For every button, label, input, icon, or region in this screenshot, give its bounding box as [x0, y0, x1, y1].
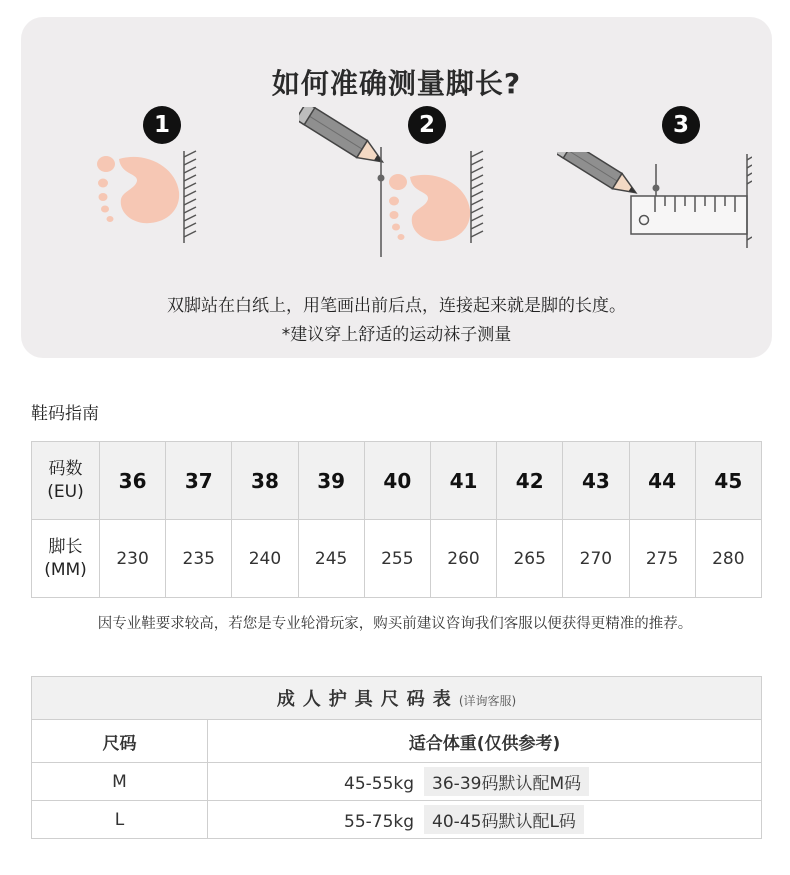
length-cell: 255 — [364, 520, 430, 598]
gear-weight-value: 55-75kg — [344, 812, 415, 832]
size-cell: 41 — [430, 442, 496, 520]
length-cell: 245 — [298, 520, 364, 598]
gear-title-text: 成人护具尺码表 — [276, 689, 459, 710]
measure-note: *建议穿上舒适的运动袜子测量 — [281, 325, 512, 345]
size-row-label-line1: 码数 — [48, 458, 83, 479]
gear-subtitle: (详询客服) — [458, 694, 517, 708]
foot-icon — [389, 174, 470, 241]
size-cell: 40 — [364, 442, 430, 520]
size-guide-title: 鞋码指南 — [31, 404, 99, 424]
size-cell: 37 — [166, 442, 232, 520]
gear-weight-header: 适合体重(仅供参考) — [208, 720, 762, 763]
wall-icon — [471, 151, 483, 243]
length-cell: 235 — [166, 520, 232, 598]
foot-against-wall-illustration — [91, 147, 201, 247]
gear-size-header: 尺码 — [32, 720, 208, 763]
step-number-2: 2 — [408, 106, 446, 144]
length-cell: 230 — [100, 520, 166, 598]
gear-weight-value: 45-55kg — [344, 774, 415, 794]
measure-instructions-panel — [21, 17, 772, 358]
gear-size-cell: L — [32, 801, 208, 839]
pencil-icon — [299, 107, 388, 170]
size-row-label-line2: (EU) — [47, 481, 84, 502]
table-row — [32, 720, 762, 763]
size-cell: 42 — [497, 442, 563, 520]
length-row-label-line1: 脚长 — [48, 536, 83, 557]
pencil-marking-foot-illustration — [299, 107, 489, 257]
table-row — [32, 763, 762, 801]
step-number-1: 1 — [143, 106, 181, 144]
size-row-label — [32, 442, 100, 520]
size-cell: 44 — [629, 442, 695, 520]
length-cell: 240 — [232, 520, 298, 598]
pencil-icon — [557, 152, 641, 200]
measure-description: 双脚站在白纸上，用笔画出前后点，连接起来就是脚的长度。 — [167, 296, 626, 316]
gear-weight-cell — [208, 801, 762, 839]
length-cell: 270 — [563, 520, 629, 598]
size-cell: 39 — [298, 442, 364, 520]
gear-default-badge: 36-39码默认配M码 — [424, 767, 589, 796]
size-cell: 45 — [695, 442, 761, 520]
table-row — [32, 677, 762, 720]
foot-icon — [97, 156, 179, 223]
gear-table-title — [32, 677, 762, 720]
size-cell: 43 — [563, 442, 629, 520]
length-cell: 275 — [629, 520, 695, 598]
size-cell: 38 — [232, 442, 298, 520]
size-guide-note: 因专业鞋要求较高，若您是专业轮滑玩家，购买前建议咨询我们客服以便获得更精准的推荐。 — [97, 616, 693, 632]
table-row — [32, 801, 762, 839]
ruler-icon — [631, 196, 747, 234]
protective-gear-size-table — [31, 676, 762, 839]
length-cell: 265 — [497, 520, 563, 598]
gear-default-badge: 40-45码默认配L码 — [424, 805, 584, 834]
wall-icon — [747, 154, 752, 248]
gear-weight-cell — [208, 763, 762, 801]
table-row — [32, 520, 762, 598]
gear-size-cell: M — [32, 763, 208, 801]
step-number-3: 3 — [662, 106, 700, 144]
panel-title: 如何准确测量脚长? — [271, 67, 522, 100]
ruler-measuring-illustration — [557, 152, 752, 252]
length-cell: 260 — [430, 520, 496, 598]
length-row-label-line2: (MM) — [44, 559, 87, 580]
shoe-size-table — [31, 441, 762, 598]
table-row — [32, 442, 762, 520]
length-cell: 280 — [695, 520, 761, 598]
size-cell: 36 — [100, 442, 166, 520]
wall-icon — [184, 151, 196, 243]
length-row-label — [32, 520, 100, 598]
